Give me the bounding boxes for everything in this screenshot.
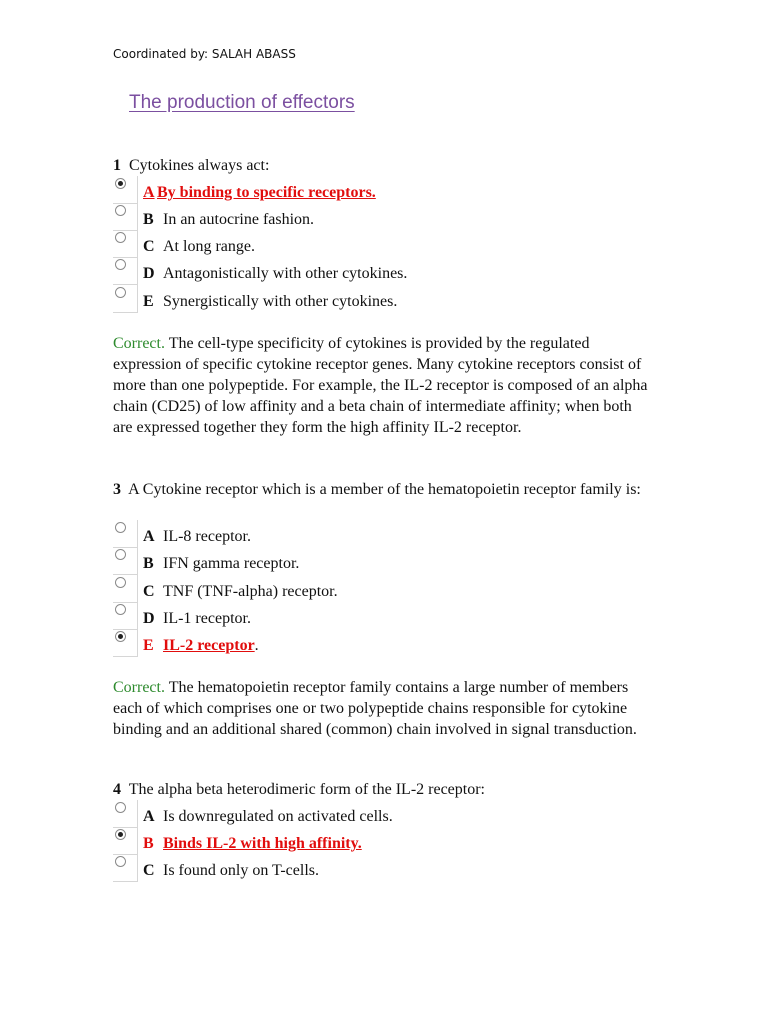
page-title: The production of effectors [129, 92, 355, 113]
feedback-status: Correct. [113, 335, 165, 352]
question-number: 3 [113, 481, 121, 498]
question-text: The alpha beta heterodimeric form of the IL-2 receptor: [128, 781, 485, 798]
radio-icon[interactable] [115, 802, 126, 813]
radio-icon[interactable] [115, 259, 126, 270]
radio-checked-icon[interactable] [115, 631, 126, 642]
radio-icon[interactable] [115, 856, 126, 867]
feedback-status: Correct. [113, 679, 165, 696]
q1-feedback [113, 333, 653, 438]
radio-icon[interactable] [115, 604, 126, 615]
q3-feedback [113, 677, 653, 740]
question-1 [113, 155, 653, 176]
question-text: A Cytokine receptor which is a member of the hematopoietin receptor family is: [128, 481, 641, 498]
feedback-text: The hematopoietin receptor family contains a large number of members each of which comprises one or two polypeptide chains responsible for cytokine binding and an additional shared (common) chain involved in signal transduction. [113, 679, 637, 738]
question-4 [113, 779, 653, 800]
feedback-text: The cell-type specificity of cytokines is provided by the regulated expression of specific cytokine receptor genes. Many cytokine receptors consist of more than one polypeptide. For example, the IL-2 receptor is composed of an alpha chain (CD25) of low affinity and a beta chain of intermediate affinity; when both are expressed together they form the high affinity IL-2 receptor. [113, 335, 648, 436]
radio-icon[interactable] [115, 287, 126, 298]
radio-icon[interactable] [115, 205, 126, 216]
radio-icon[interactable] [115, 232, 126, 243]
radio-checked-icon[interactable] [115, 178, 126, 189]
radio-checked-icon[interactable] [115, 829, 126, 840]
question-3 [113, 479, 653, 500]
radio-icon[interactable] [115, 549, 126, 560]
radio-icon[interactable] [115, 522, 126, 533]
radio-icon[interactable] [115, 577, 126, 588]
question-number: 1 [113, 157, 121, 174]
question-number: 4 [113, 781, 121, 798]
question-text: Cytokines always act: [129, 157, 270, 174]
coordinator-header: Coordinated by: SALAH ABASS [113, 47, 296, 61]
